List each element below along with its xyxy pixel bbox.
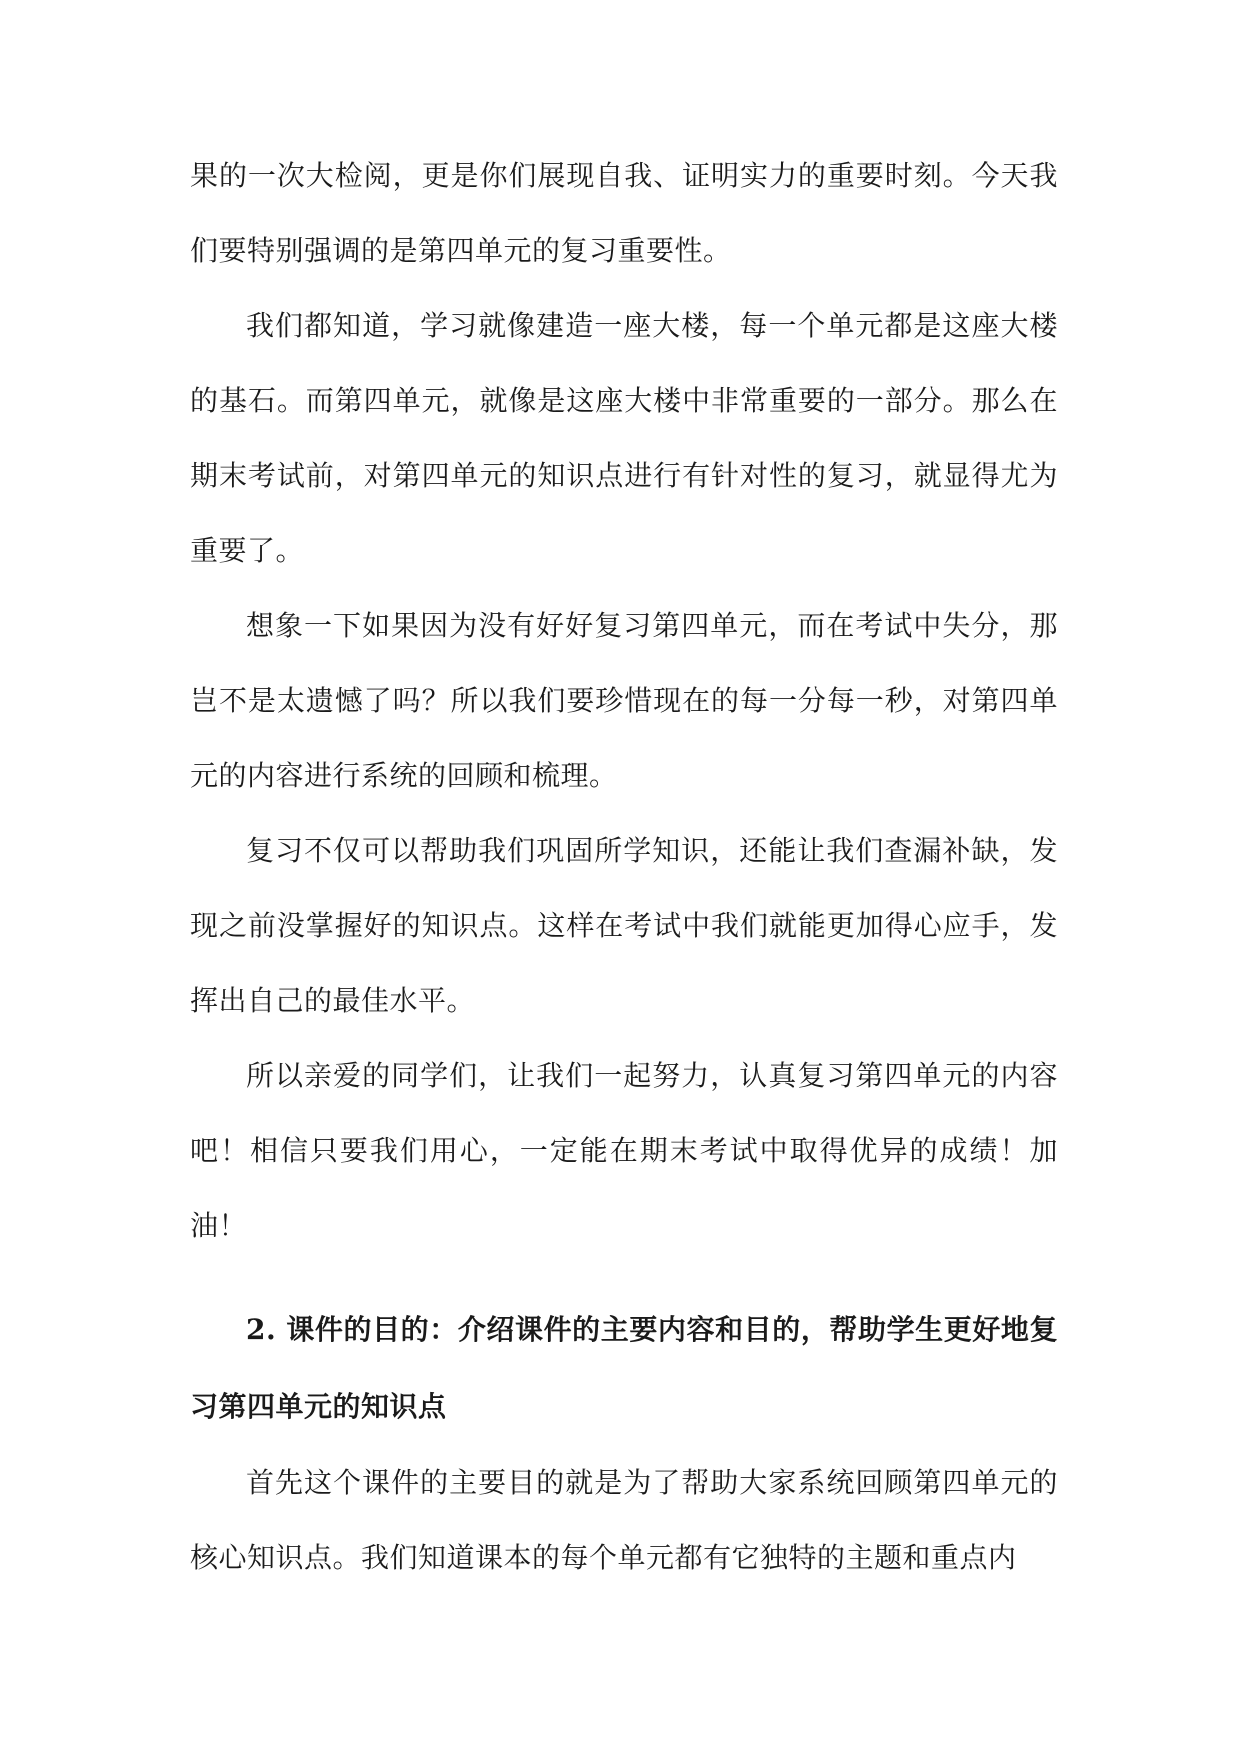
paragraph-3: 想象一下如果因为没有好好复习第四单元，而在考试中失分，那岂不是太遗憾了吗？所以我们要珍惜现在的每一分每一秒，对第四单元的内容进行系统的回顾和梳理。 bbox=[190, 609, 1058, 792]
paragraph-1: 果的一次大检阅，更是你们展现自我、证明实力的重要时刻。今天我们要特别强调的是第四单元的复习重要性。 bbox=[190, 159, 1058, 267]
section-heading bbox=[190, 1291, 1058, 1445]
section-title: 课件的目的：介绍课件的主要内容和目的，帮助学生更好地复习第四单元的知识点 bbox=[190, 1313, 1058, 1423]
paragraph-2: 我们都知道，学习就像建造一座大楼，每一个单元都是这座大楼的基石。而第四单元，就像是这座大楼中非常重要的一部分。那么在期末考试前，对第四单元的知识点进行有针对性的复习，就显得尤为重要了。 bbox=[190, 309, 1058, 567]
paragraph-5: 所以亲爱的同学们，让我们一起努力，认真复习第四单元的内容吧！相信只要我们用心，一定能在期末考试中取得优异的成绩！加油！ bbox=[190, 1059, 1058, 1242]
document-page bbox=[190, 138, 1058, 1595]
paragraph-6: 首先这个课件的主要目的就是为了帮助大家系统回顾第四单元的核心知识点。我们知道课本的每个单元都有它独特的主题和重点内 bbox=[190, 1466, 1058, 1574]
section-number: 2. bbox=[246, 1313, 277, 1346]
paragraph-4: 复习不仅可以帮助我们巩固所学知识，还能让我们查漏补缺，发现之前没掌握好的知识点。这样在考试中我们就能更加得心应手，发挥出自己的最佳水平。 bbox=[190, 834, 1058, 1017]
